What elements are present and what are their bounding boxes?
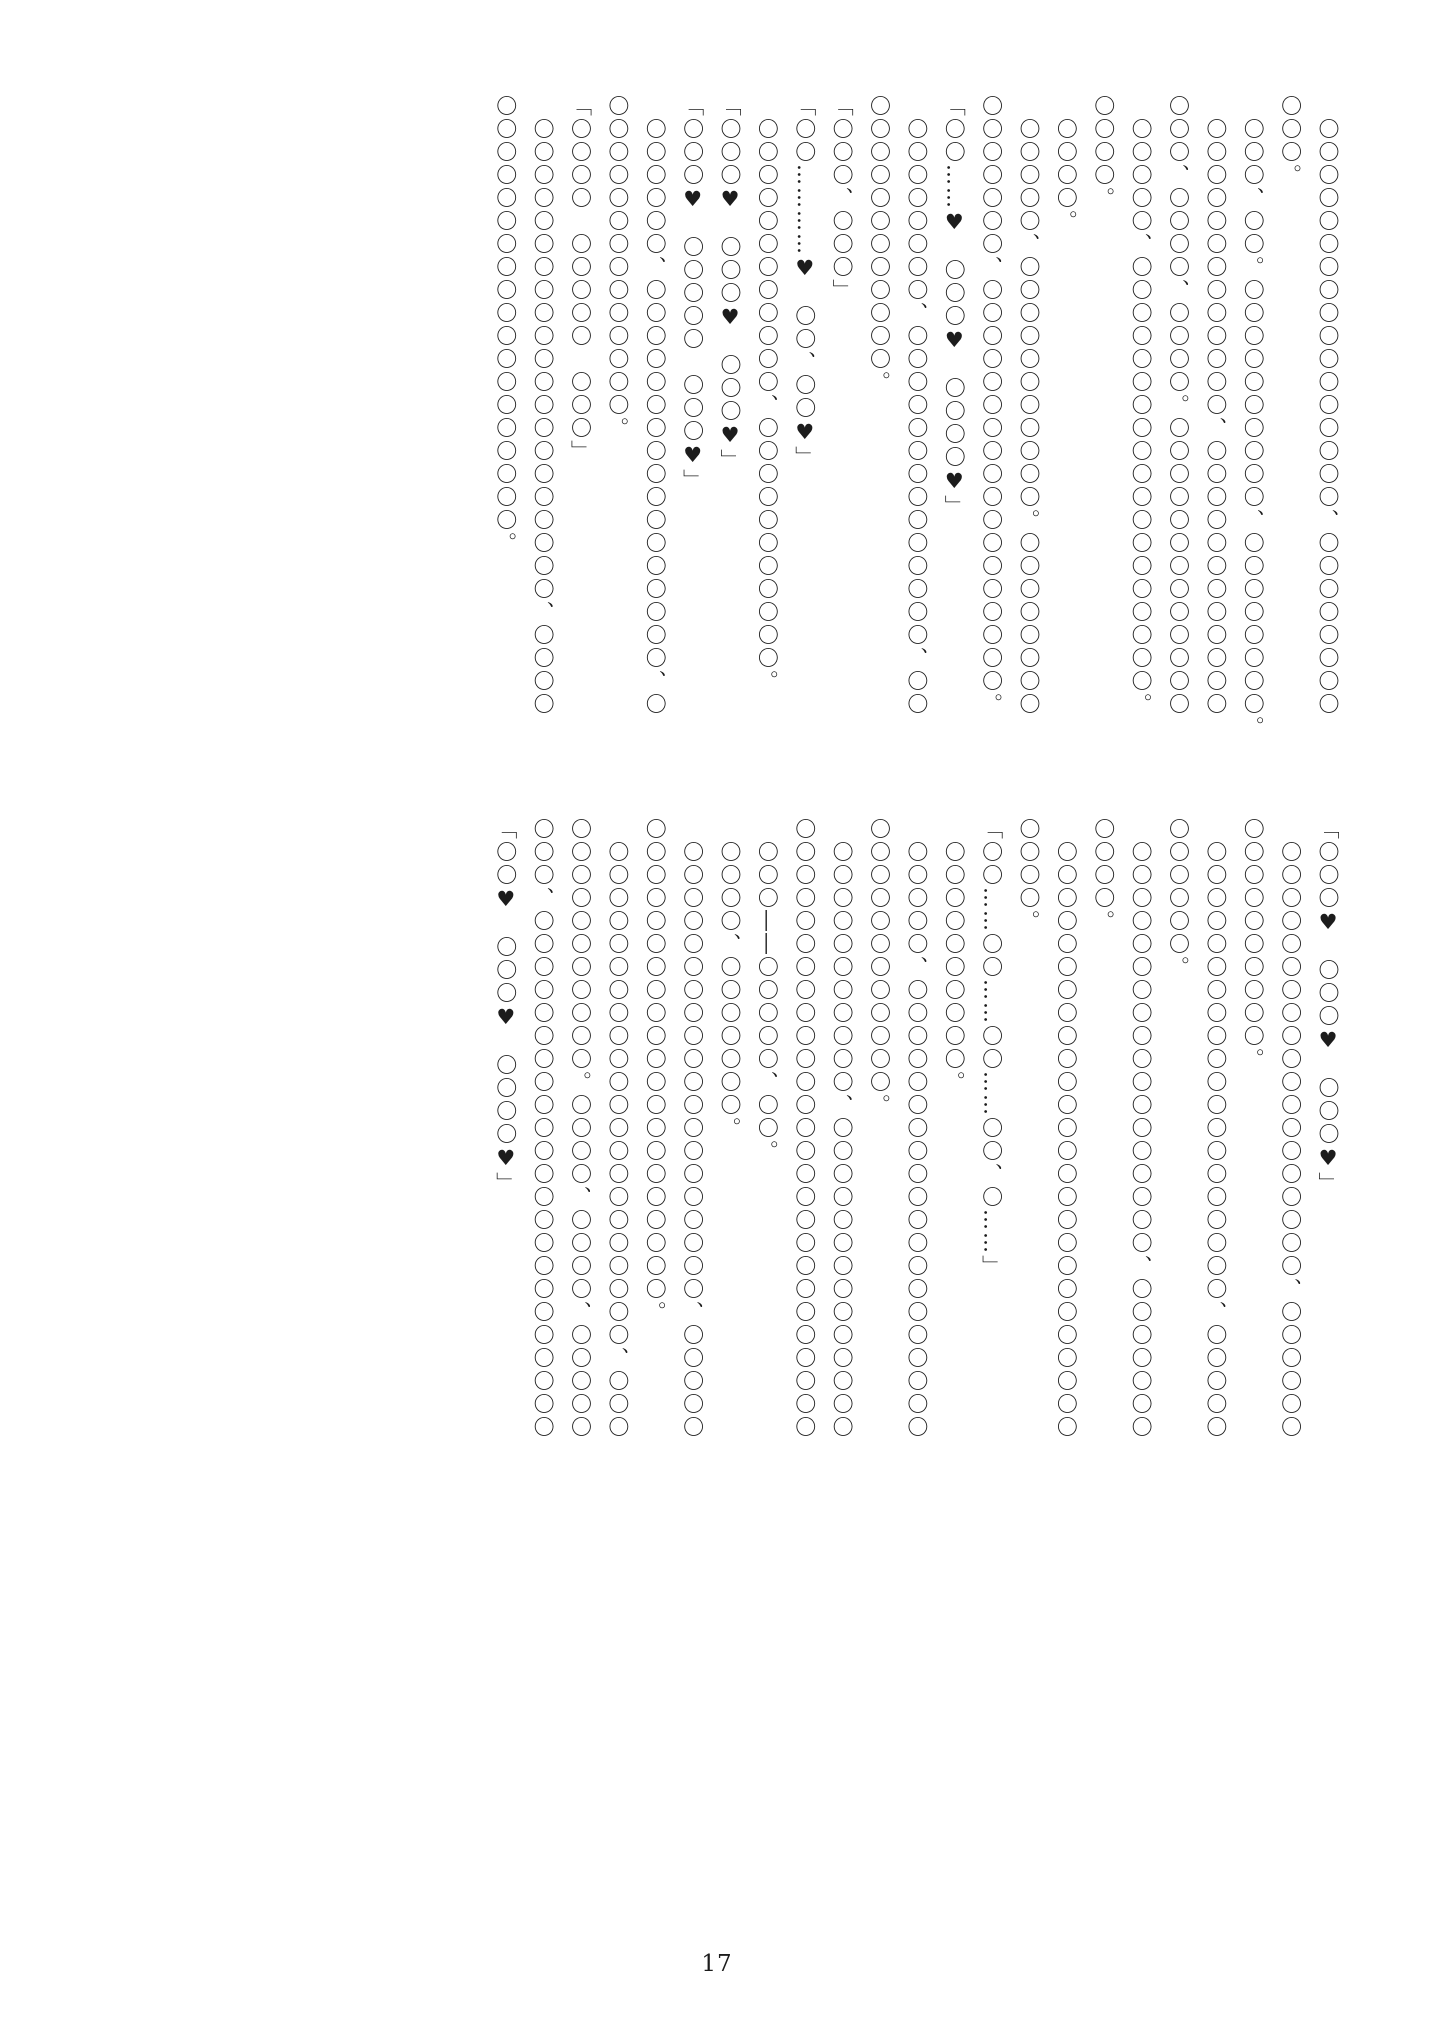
text-line: 〇〇〇〇〇〇〇〇〇〇〇〇〇〇〇〇〇〇〇〇〇〇〇〇〇〇	[1054, 818, 1079, 1439]
text-line: 〇〇〇〇〇〇〇〇〇〇〇。〇〇〇〇、〇〇〇〇、〇〇〇〇〇	[568, 818, 593, 1439]
text-line: 〇〇〇〇、〇〇〇〇〇〇〇。	[718, 818, 742, 1140]
text-line: 「〇〇〇♥ 〇〇〇〇〇 〇〇〇♥」	[680, 95, 705, 492]
text-line: 〇〇〇〇〇〇〇〇〇〇〇〇〇〇〇〇〇〇〇〇〇〇、〇〇〇	[605, 818, 630, 1439]
text-line: 〇〇〇〇〇〇〇〇〇〇〇〇〇〇〇〇〇〇〇〇〇〇〇〇〇〇〇	[792, 818, 817, 1439]
text-line: 〇〇〇〇〇、〇〇〇〇〇〇〇〇〇〇〇〇〇〇〇〇〇〇〇〇	[904, 818, 929, 1439]
text-line: 〇〇〇〇〇〇〇〇〇〇〇〇〇〇〇〇〇〇〇〇、〇〇〇〇〇	[1203, 818, 1228, 1439]
text-line: 〇〇〇〇。	[1017, 818, 1041, 933]
text-line: 「〇〇〇♥ 〇〇〇♥ 〇〇〇♥」	[1316, 818, 1340, 1195]
text-line: 〇〇〇〇〇〇〇〇〇〇〇〇、〇〇〇〇〇〇〇〇〇〇〇。	[755, 95, 780, 693]
text-line: 〇〇〇〇〇〇。	[1166, 818, 1191, 979]
text-line: 〇〇〇〇〇〇〇〇〇〇〇〇〇〇〇〇〇〇、〇〇〇〇〇〇〇	[1129, 818, 1154, 1439]
text-line: 〇〇〇、〇〇〇〇〇〇〇〇〇〇〇〇〇〇〇〇〇〇〇〇〇〇〇	[531, 818, 556, 1439]
text-line: 〇〇〇、〇〇。〇〇〇〇〇〇〇〇〇〇、〇〇〇〇〇〇〇〇。	[1241, 95, 1266, 739]
text-line: 〇〇〇〇〇〇、〇〇〇〇〇〇〇〇〇〇〇〇〇〇〇〇〇、〇	[643, 95, 668, 716]
text-line: 〇〇〇〇。	[1091, 818, 1116, 933]
text-line: 〇〇〇〇〇〇〇〇〇〇〇〇。	[867, 95, 892, 394]
text-line: 〇〇〇〇〇〇〇〇〇〇〇〇〇〇〇〇〇〇〇〇〇、〇〇〇〇	[531, 95, 556, 716]
text-line: 〇〇〇〇〇〇〇〇〇〇〇〇〇〇〇〇〇〇〇〇、〇〇〇〇〇	[680, 818, 705, 1439]
text-line: 〇〇〇〇〇〇〇〇〇〇〇〇〇、〇〇〇〇〇〇〇〇〇〇〇〇	[1203, 95, 1228, 716]
text-line: 〇〇〇。	[1278, 95, 1303, 187]
text-line: 「〇〇♥ 〇〇〇♥ 〇〇〇〇♥」	[493, 818, 518, 1195]
text-line: 〇〇〇〇〇〇〇〇〇〇〇〇〇〇〇〇〇〇〇〇〇。	[643, 818, 668, 1324]
text-line: 〇〇〇〇〇〇〇〇〇〇。	[1241, 818, 1266, 1071]
text-line: 〇〇〇〇〇〇〇〇、〇〇〇〇〇〇〇〇〇〇〇〇〇〇、〇〇	[904, 95, 929, 716]
text-line: 〇〇〇〇〇、〇〇〇〇〇〇〇〇〇〇〇〇〇〇〇〇〇〇〇。	[1129, 95, 1154, 716]
text-line: 〇〇〇――〇〇〇〇〇、〇〇。	[755, 818, 780, 1163]
text-line: 「〇〇〇、〇〇〇」	[830, 95, 855, 302]
text-line: 〇〇〇〇〇〇〇〇〇〇〇〇。	[867, 818, 892, 1117]
text-line: 〇〇〇〇。	[1091, 95, 1116, 210]
text-line: 「〇〇〇♥ 〇〇〇♥ 〇〇〇♥」	[718, 95, 742, 472]
text-line: 「〇〇〇〇 〇〇〇〇〇 〇〇〇」	[568, 95, 593, 463]
text-line: 〇〇〇〇〇〇〇〇〇〇〇〇〇〇〇〇〇〇〇。	[493, 95, 518, 555]
text-line: 〇〇〇〇〇〇〇、〇〇〇〇〇〇〇〇〇〇〇〇〇〇〇〇〇〇。	[979, 95, 1004, 716]
text-line: 「〇〇…………♥ 〇〇、〇〇♥」	[792, 95, 817, 469]
text-line: 〇〇〇〇〇〇〇〇〇〇。	[942, 818, 967, 1094]
text-line: 〇〇〇〇。	[1054, 95, 1079, 233]
text-line: 〇〇〇〇〇〇〇〇〇〇〇〇〇〇〇〇〇、〇〇〇〇〇〇〇〇	[1316, 95, 1340, 716]
text-line: 〇〇〇〇〇〇〇〇〇〇〇〇〇〇〇〇〇〇〇、〇〇〇〇〇〇	[1278, 818, 1303, 1439]
text-block-bottom	[88, 818, 1346, 1566]
text-line: 〇〇〇、〇〇〇〇、〇〇〇〇。〇〇〇〇〇〇〇〇〇〇〇〇〇	[1166, 95, 1191, 716]
page-number: 17	[701, 1951, 733, 1977]
text-line: 「〇〇……〇〇……〇〇……〇〇、〇……」	[979, 818, 1004, 1278]
text-line: 〇〇〇〇〇〇〇〇〇〇〇〇〇〇。	[605, 95, 630, 440]
text-line: 〇〇〇〇〇、〇〇〇〇〇〇〇〇〇〇〇。〇〇〇〇〇〇〇〇	[1017, 95, 1041, 716]
text-line: 「〇〇……♥ 〇〇〇♥ 〇〇〇〇♥」	[942, 95, 967, 518]
text-block-top	[88, 95, 1346, 797]
text-line: 〇〇〇〇〇〇〇〇〇〇〇、〇〇〇〇〇〇〇〇〇〇〇〇〇〇	[830, 818, 855, 1439]
